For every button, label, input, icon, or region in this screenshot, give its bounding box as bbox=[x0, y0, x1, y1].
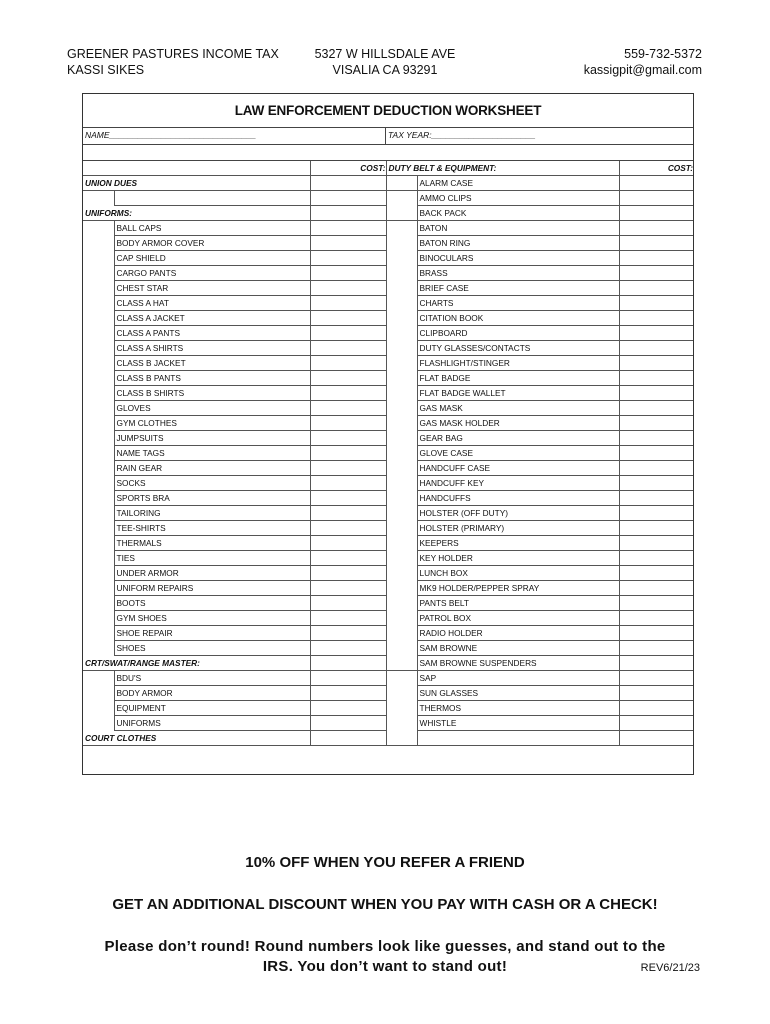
item-label: BALL CAPS bbox=[114, 221, 310, 236]
item-label: SHOE REPAIR bbox=[114, 626, 310, 641]
table-row bbox=[83, 596, 693, 611]
item-label: EQUIPMENT bbox=[114, 701, 310, 716]
item-label: CAP SHIELD bbox=[114, 251, 310, 266]
table-row bbox=[83, 731, 693, 746]
table-row bbox=[83, 326, 693, 341]
item-label: CLASS B JACKET bbox=[114, 356, 310, 371]
indent-cell bbox=[83, 371, 114, 386]
indent-cell bbox=[83, 311, 114, 326]
indent-cell bbox=[386, 536, 417, 551]
item-label: CLASS A SHIRTS bbox=[114, 341, 310, 356]
item-label: GYM CLOTHES bbox=[114, 416, 310, 431]
item-label: SAP bbox=[417, 671, 619, 686]
cost-cell[interactable] bbox=[619, 596, 693, 611]
item-label: HOLSTER (OFF DUTY) bbox=[417, 506, 619, 521]
preparer-name: KASSI SIKES bbox=[67, 63, 145, 77]
cost-cell[interactable] bbox=[619, 311, 693, 326]
table-row bbox=[83, 341, 693, 356]
table-row bbox=[83, 461, 693, 476]
item-label: HOLSTER (PRIMARY) bbox=[417, 521, 619, 536]
item-label: ALARM CASE bbox=[417, 176, 619, 191]
table-row bbox=[83, 701, 693, 716]
item-label: WHISTLE bbox=[417, 716, 619, 731]
item-label: CHEST STAR bbox=[114, 281, 310, 296]
indent-cell bbox=[386, 506, 417, 521]
cost-cell[interactable] bbox=[310, 281, 386, 296]
item-label: UNIFORMS bbox=[114, 716, 310, 731]
item-label: KEY HOLDER bbox=[417, 551, 619, 566]
cost-cell[interactable] bbox=[310, 626, 386, 641]
table-row bbox=[83, 176, 693, 191]
item-label: SHOES bbox=[114, 641, 310, 656]
table-row bbox=[83, 401, 693, 416]
indent-cell bbox=[83, 446, 114, 461]
indent-cell bbox=[83, 326, 114, 341]
indent-cell bbox=[83, 191, 114, 206]
section-label: UNIFORMS: bbox=[83, 206, 310, 221]
item-label: SAM BROWNE bbox=[417, 641, 619, 656]
item-label: CLASS A HAT bbox=[114, 296, 310, 311]
street-address: 5327 W HILLSDALE AVE bbox=[314, 47, 456, 61]
section-label: CRT/SWAT/RANGE MASTER: bbox=[83, 656, 310, 671]
cost-cell[interactable] bbox=[619, 341, 693, 356]
cost-cell[interactable] bbox=[310, 296, 386, 311]
indent-cell bbox=[386, 341, 417, 356]
indent-cell bbox=[83, 521, 114, 536]
indent-cell bbox=[83, 641, 114, 656]
indent-cell bbox=[386, 176, 417, 191]
cost-cell[interactable] bbox=[619, 326, 693, 341]
cost-cell[interactable] bbox=[619, 476, 693, 491]
company-name: GREENER PASTURES INCOME TAX bbox=[67, 47, 279, 61]
table-row bbox=[83, 371, 693, 386]
item-label: FLAT BADGE bbox=[417, 371, 619, 386]
table-row bbox=[83, 476, 693, 491]
indent-cell bbox=[83, 461, 114, 476]
item-label: HANDCUFF KEY bbox=[417, 476, 619, 491]
phone-number: 559-732-5372 bbox=[624, 47, 702, 61]
item-label: THERMOS bbox=[417, 701, 619, 716]
cost-header-right: COST: bbox=[619, 161, 693, 176]
cost-cell[interactable] bbox=[310, 461, 386, 476]
indent-cell bbox=[83, 386, 114, 401]
item-label: KEEPERS bbox=[417, 536, 619, 551]
table-row bbox=[83, 656, 693, 671]
section-label: UNION DUES bbox=[83, 176, 310, 191]
cost-cell[interactable] bbox=[310, 716, 386, 731]
email-address: kassigpit@gmail.com bbox=[583, 63, 702, 77]
item-label: BRIEF CASE bbox=[417, 281, 619, 296]
indent-cell bbox=[386, 701, 417, 716]
item-label: BODY ARMOR COVER bbox=[114, 236, 310, 251]
cost-cell[interactable] bbox=[310, 266, 386, 281]
item-label: GAS MASK bbox=[417, 401, 619, 416]
indent-cell bbox=[386, 461, 417, 476]
cost-cell[interactable] bbox=[619, 446, 693, 461]
item-label: SUN GLASSES bbox=[417, 686, 619, 701]
indent-cell bbox=[386, 731, 417, 746]
item-label: UNIFORM REPAIRS bbox=[114, 581, 310, 596]
item-label: PANTS BELT bbox=[417, 596, 619, 611]
indent-cell bbox=[386, 446, 417, 461]
indent-cell bbox=[386, 611, 417, 626]
cost-cell[interactable] bbox=[619, 251, 693, 266]
cost-cell[interactable] bbox=[310, 416, 386, 431]
cost-cell[interactable] bbox=[619, 536, 693, 551]
table-row bbox=[83, 281, 693, 296]
table-row bbox=[83, 356, 693, 371]
table-row bbox=[83, 671, 693, 686]
cost-cell[interactable] bbox=[310, 176, 386, 191]
indent-cell bbox=[83, 341, 114, 356]
cost-cell[interactable] bbox=[619, 581, 693, 596]
cost-cell[interactable] bbox=[310, 581, 386, 596]
item-label: BRASS bbox=[417, 266, 619, 281]
indent-cell bbox=[83, 551, 114, 566]
indent-cell bbox=[83, 716, 114, 731]
section-label bbox=[83, 161, 310, 176]
cost-cell[interactable] bbox=[310, 596, 386, 611]
table-row bbox=[83, 551, 693, 566]
item-label: BATON RING bbox=[417, 236, 619, 251]
cost-cell[interactable] bbox=[619, 566, 693, 581]
indent-cell bbox=[386, 221, 417, 236]
indent-cell bbox=[83, 281, 114, 296]
cost-cell[interactable] bbox=[619, 191, 693, 206]
rounding-note-line1: Please don’t round! Round numbers look like guesses, and stand out to the bbox=[104, 938, 666, 955]
indent-cell bbox=[83, 566, 114, 581]
cost-cell[interactable] bbox=[310, 371, 386, 386]
indent-cell bbox=[386, 581, 417, 596]
cost-cell[interactable] bbox=[619, 491, 693, 506]
cost-cell[interactable] bbox=[310, 311, 386, 326]
item-label: TEE-SHIRTS bbox=[114, 521, 310, 536]
indent-cell bbox=[386, 596, 417, 611]
indent-cell bbox=[83, 596, 114, 611]
item-label: GEAR BAG bbox=[417, 431, 619, 446]
cost-cell[interactable] bbox=[619, 716, 693, 731]
item-label: JUMPSUITS bbox=[114, 431, 310, 446]
indent-cell bbox=[83, 221, 114, 236]
indent-cell bbox=[386, 626, 417, 641]
deduction-table bbox=[83, 161, 693, 746]
indent-cell bbox=[83, 476, 114, 491]
item-label: BDU'S bbox=[114, 671, 310, 686]
item-label bbox=[114, 191, 310, 206]
cost-cell[interactable] bbox=[310, 251, 386, 266]
indent-cell bbox=[83, 686, 114, 701]
cost-cell[interactable] bbox=[310, 506, 386, 521]
cost-cell[interactable] bbox=[619, 551, 693, 566]
table-row bbox=[83, 506, 693, 521]
item-label: THERMALS bbox=[114, 536, 310, 551]
item-label: BOOTS bbox=[114, 596, 310, 611]
indent-cell bbox=[83, 536, 114, 551]
cost-cell[interactable] bbox=[310, 521, 386, 536]
table-row bbox=[83, 686, 693, 701]
indent-cell bbox=[386, 716, 417, 731]
city-state-zip: VISALIA CA 93291 bbox=[332, 63, 438, 77]
cost-cell[interactable] bbox=[310, 326, 386, 341]
item-label: TIES bbox=[114, 551, 310, 566]
item-label: DUTY GLASSES/CONTACTS bbox=[417, 341, 619, 356]
cost-cell[interactable] bbox=[310, 191, 386, 206]
item-label: RAIN GEAR bbox=[114, 461, 310, 476]
cost-cell[interactable] bbox=[619, 506, 693, 521]
cost-cell[interactable] bbox=[619, 371, 693, 386]
cost-cell[interactable] bbox=[310, 686, 386, 701]
indent-cell bbox=[83, 701, 114, 716]
table-row bbox=[83, 611, 693, 626]
indent-cell bbox=[386, 521, 417, 536]
cost-cell[interactable] bbox=[619, 236, 693, 251]
cost-cell[interactable] bbox=[310, 551, 386, 566]
table-row bbox=[83, 536, 693, 551]
referral-offer: 10% OFF WHEN YOU REFER A FRIEND bbox=[245, 854, 525, 871]
indent-cell bbox=[386, 416, 417, 431]
cost-header-left: COST: bbox=[310, 161, 386, 176]
table-row bbox=[83, 386, 693, 401]
cost-cell[interactable] bbox=[310, 656, 386, 671]
item-label: MK9 HOLDER/PEPPER SPRAY bbox=[417, 581, 619, 596]
table-row bbox=[83, 446, 693, 461]
indent-cell bbox=[386, 656, 417, 671]
item-label: RADIO HOLDER bbox=[417, 626, 619, 641]
indent-cell bbox=[386, 266, 417, 281]
cost-cell[interactable] bbox=[310, 446, 386, 461]
indent-cell bbox=[386, 386, 417, 401]
table-row bbox=[83, 566, 693, 581]
item-label: GLOVES bbox=[114, 401, 310, 416]
cost-cell[interactable] bbox=[619, 731, 693, 746]
table-row bbox=[83, 251, 693, 266]
item-label: SPORTS BRA bbox=[114, 491, 310, 506]
indent-cell bbox=[386, 206, 417, 221]
indent-cell bbox=[83, 431, 114, 446]
cost-cell[interactable] bbox=[310, 566, 386, 581]
cost-cell[interactable] bbox=[310, 221, 386, 236]
table-row bbox=[83, 521, 693, 536]
indent-cell bbox=[83, 491, 114, 506]
indent-cell bbox=[386, 326, 417, 341]
item-label: CLASS B PANTS bbox=[114, 371, 310, 386]
cost-cell[interactable] bbox=[619, 281, 693, 296]
table-row bbox=[83, 716, 693, 731]
indent-cell bbox=[83, 356, 114, 371]
name-field[interactable]: NAME_______________________________ bbox=[85, 130, 257, 140]
indent-cell bbox=[83, 626, 114, 641]
indent-cell bbox=[386, 671, 417, 686]
item-label: SOCKS bbox=[114, 476, 310, 491]
indent-cell bbox=[386, 476, 417, 491]
indent-cell bbox=[83, 671, 114, 686]
indent-cell bbox=[83, 251, 114, 266]
indent-cell bbox=[386, 236, 417, 251]
indent-cell bbox=[83, 266, 114, 281]
indent-cell bbox=[386, 296, 417, 311]
item-label: CLASS A JACKET bbox=[114, 311, 310, 326]
item-label: GAS MASK HOLDER bbox=[417, 416, 619, 431]
table-row bbox=[83, 581, 693, 596]
indent-cell bbox=[386, 281, 417, 296]
indent-cell bbox=[386, 431, 417, 446]
item-label: FLAT BADGE WALLET bbox=[417, 386, 619, 401]
item-label: CLASS A PANTS bbox=[114, 326, 310, 341]
cost-cell[interactable] bbox=[619, 671, 693, 686]
item-label: TAILORING bbox=[114, 506, 310, 521]
item-label: FLASHLIGHT/STINGER bbox=[417, 356, 619, 371]
table-row bbox=[83, 161, 693, 176]
item-label: HANDCUFF CASE bbox=[417, 461, 619, 476]
name-taxyear-row bbox=[83, 128, 693, 145]
item-label: UNDER ARMOR bbox=[114, 566, 310, 581]
item-label: BODY ARMOR bbox=[114, 686, 310, 701]
cost-cell[interactable] bbox=[619, 701, 693, 716]
item-label: CLASS B SHIRTS bbox=[114, 386, 310, 401]
indent-cell bbox=[386, 191, 417, 206]
table-row bbox=[83, 311, 693, 326]
indent-cell bbox=[386, 641, 417, 656]
item-label: BATON bbox=[417, 221, 619, 236]
tax-year-field[interactable]: TAX YEAR:______________________ bbox=[388, 130, 536, 140]
item-label: SAM BROWNE SUSPENDERS bbox=[417, 656, 619, 671]
table-row bbox=[83, 266, 693, 281]
address-block bbox=[300, 46, 470, 78]
item-label: CITATION BOOK bbox=[417, 311, 619, 326]
cost-cell[interactable] bbox=[310, 641, 386, 656]
cost-cell[interactable] bbox=[619, 611, 693, 626]
cost-cell[interactable] bbox=[310, 401, 386, 416]
indent-cell bbox=[386, 356, 417, 371]
cost-cell[interactable] bbox=[310, 386, 386, 401]
cost-cell[interactable] bbox=[619, 431, 693, 446]
worksheet-title: LAW ENFORCEMENT DEDUCTION WORKSHEET bbox=[83, 94, 693, 128]
cost-cell[interactable] bbox=[619, 656, 693, 671]
indent-cell bbox=[83, 236, 114, 251]
cost-cell[interactable] bbox=[310, 611, 386, 626]
item-label: LUNCH BOX bbox=[417, 566, 619, 581]
cost-cell[interactable] bbox=[310, 701, 386, 716]
cost-cell[interactable] bbox=[619, 386, 693, 401]
cost-cell[interactable] bbox=[310, 731, 386, 746]
cost-cell[interactable] bbox=[310, 341, 386, 356]
item-label: CARGO PANTS bbox=[114, 266, 310, 281]
indent-cell bbox=[83, 506, 114, 521]
table-row bbox=[83, 491, 693, 506]
table-row bbox=[83, 641, 693, 656]
item-label: HANDCUFFS bbox=[417, 491, 619, 506]
indent-cell bbox=[83, 611, 114, 626]
cost-cell[interactable] bbox=[619, 641, 693, 656]
preparer-info bbox=[67, 46, 279, 78]
indent-cell bbox=[83, 401, 114, 416]
payment-discount: GET AN ADDITIONAL DISCOUNT WHEN YOU PAY WITH CASH OR A CHECK! bbox=[112, 896, 658, 913]
cost-cell[interactable] bbox=[619, 416, 693, 431]
indent-cell bbox=[386, 401, 417, 416]
indent-cell bbox=[386, 551, 417, 566]
cost-cell[interactable] bbox=[310, 671, 386, 686]
deduction-worksheet bbox=[82, 93, 694, 775]
indent-cell bbox=[386, 491, 417, 506]
cost-cell[interactable] bbox=[619, 461, 693, 476]
table-row bbox=[83, 236, 693, 251]
indent-cell bbox=[386, 251, 417, 266]
spacer-row bbox=[83, 145, 693, 161]
duty-belt-header: DUTY BELT & EQUIPMENT: bbox=[386, 161, 619, 176]
indent-cell bbox=[386, 311, 417, 326]
cost-cell[interactable] bbox=[619, 221, 693, 236]
table-row bbox=[83, 191, 693, 206]
cost-cell[interactable] bbox=[619, 521, 693, 536]
cost-cell[interactable] bbox=[619, 401, 693, 416]
cost-cell[interactable] bbox=[310, 236, 386, 251]
item-label: PATROL BOX bbox=[417, 611, 619, 626]
indent-cell bbox=[386, 566, 417, 581]
cost-cell[interactable] bbox=[310, 476, 386, 491]
indent-cell bbox=[83, 581, 114, 596]
cost-cell[interactable] bbox=[619, 686, 693, 701]
cost-cell[interactable] bbox=[619, 206, 693, 221]
table-row bbox=[83, 416, 693, 431]
table-row bbox=[83, 206, 693, 221]
table-row bbox=[83, 431, 693, 446]
indent-cell bbox=[386, 686, 417, 701]
item-label bbox=[417, 731, 619, 746]
item-label: GLOVE CASE bbox=[417, 446, 619, 461]
indent-cell bbox=[386, 371, 417, 386]
table-row bbox=[83, 626, 693, 641]
indent-cell bbox=[83, 416, 114, 431]
cost-cell[interactable] bbox=[619, 296, 693, 311]
item-label: BINOCULARS bbox=[417, 251, 619, 266]
section-label: COURT CLOTHES bbox=[83, 731, 310, 746]
revision-date: REV6/21/23 bbox=[640, 962, 700, 974]
cost-cell[interactable] bbox=[310, 431, 386, 446]
cost-cell[interactable] bbox=[619, 356, 693, 371]
item-label: GYM SHOES bbox=[114, 611, 310, 626]
table-row bbox=[83, 296, 693, 311]
cost-cell[interactable] bbox=[310, 491, 386, 506]
cost-cell[interactable] bbox=[310, 206, 386, 221]
indent-cell bbox=[83, 296, 114, 311]
table-row bbox=[83, 221, 693, 236]
item-label: BACK PACK bbox=[417, 206, 619, 221]
item-label: CLIPBOARD bbox=[417, 326, 619, 341]
contact-block bbox=[584, 46, 702, 78]
cost-cell[interactable] bbox=[619, 626, 693, 641]
item-label: NAME TAGS bbox=[114, 446, 310, 461]
item-label: CHARTS bbox=[417, 296, 619, 311]
cost-cell[interactable] bbox=[310, 536, 386, 551]
rounding-note-line2: IRS. You don’t want to stand out! bbox=[262, 958, 508, 975]
cost-cell[interactable] bbox=[619, 266, 693, 281]
item-label: AMMO CLIPS bbox=[417, 191, 619, 206]
cost-cell[interactable] bbox=[619, 176, 693, 191]
cost-cell[interactable] bbox=[310, 356, 386, 371]
